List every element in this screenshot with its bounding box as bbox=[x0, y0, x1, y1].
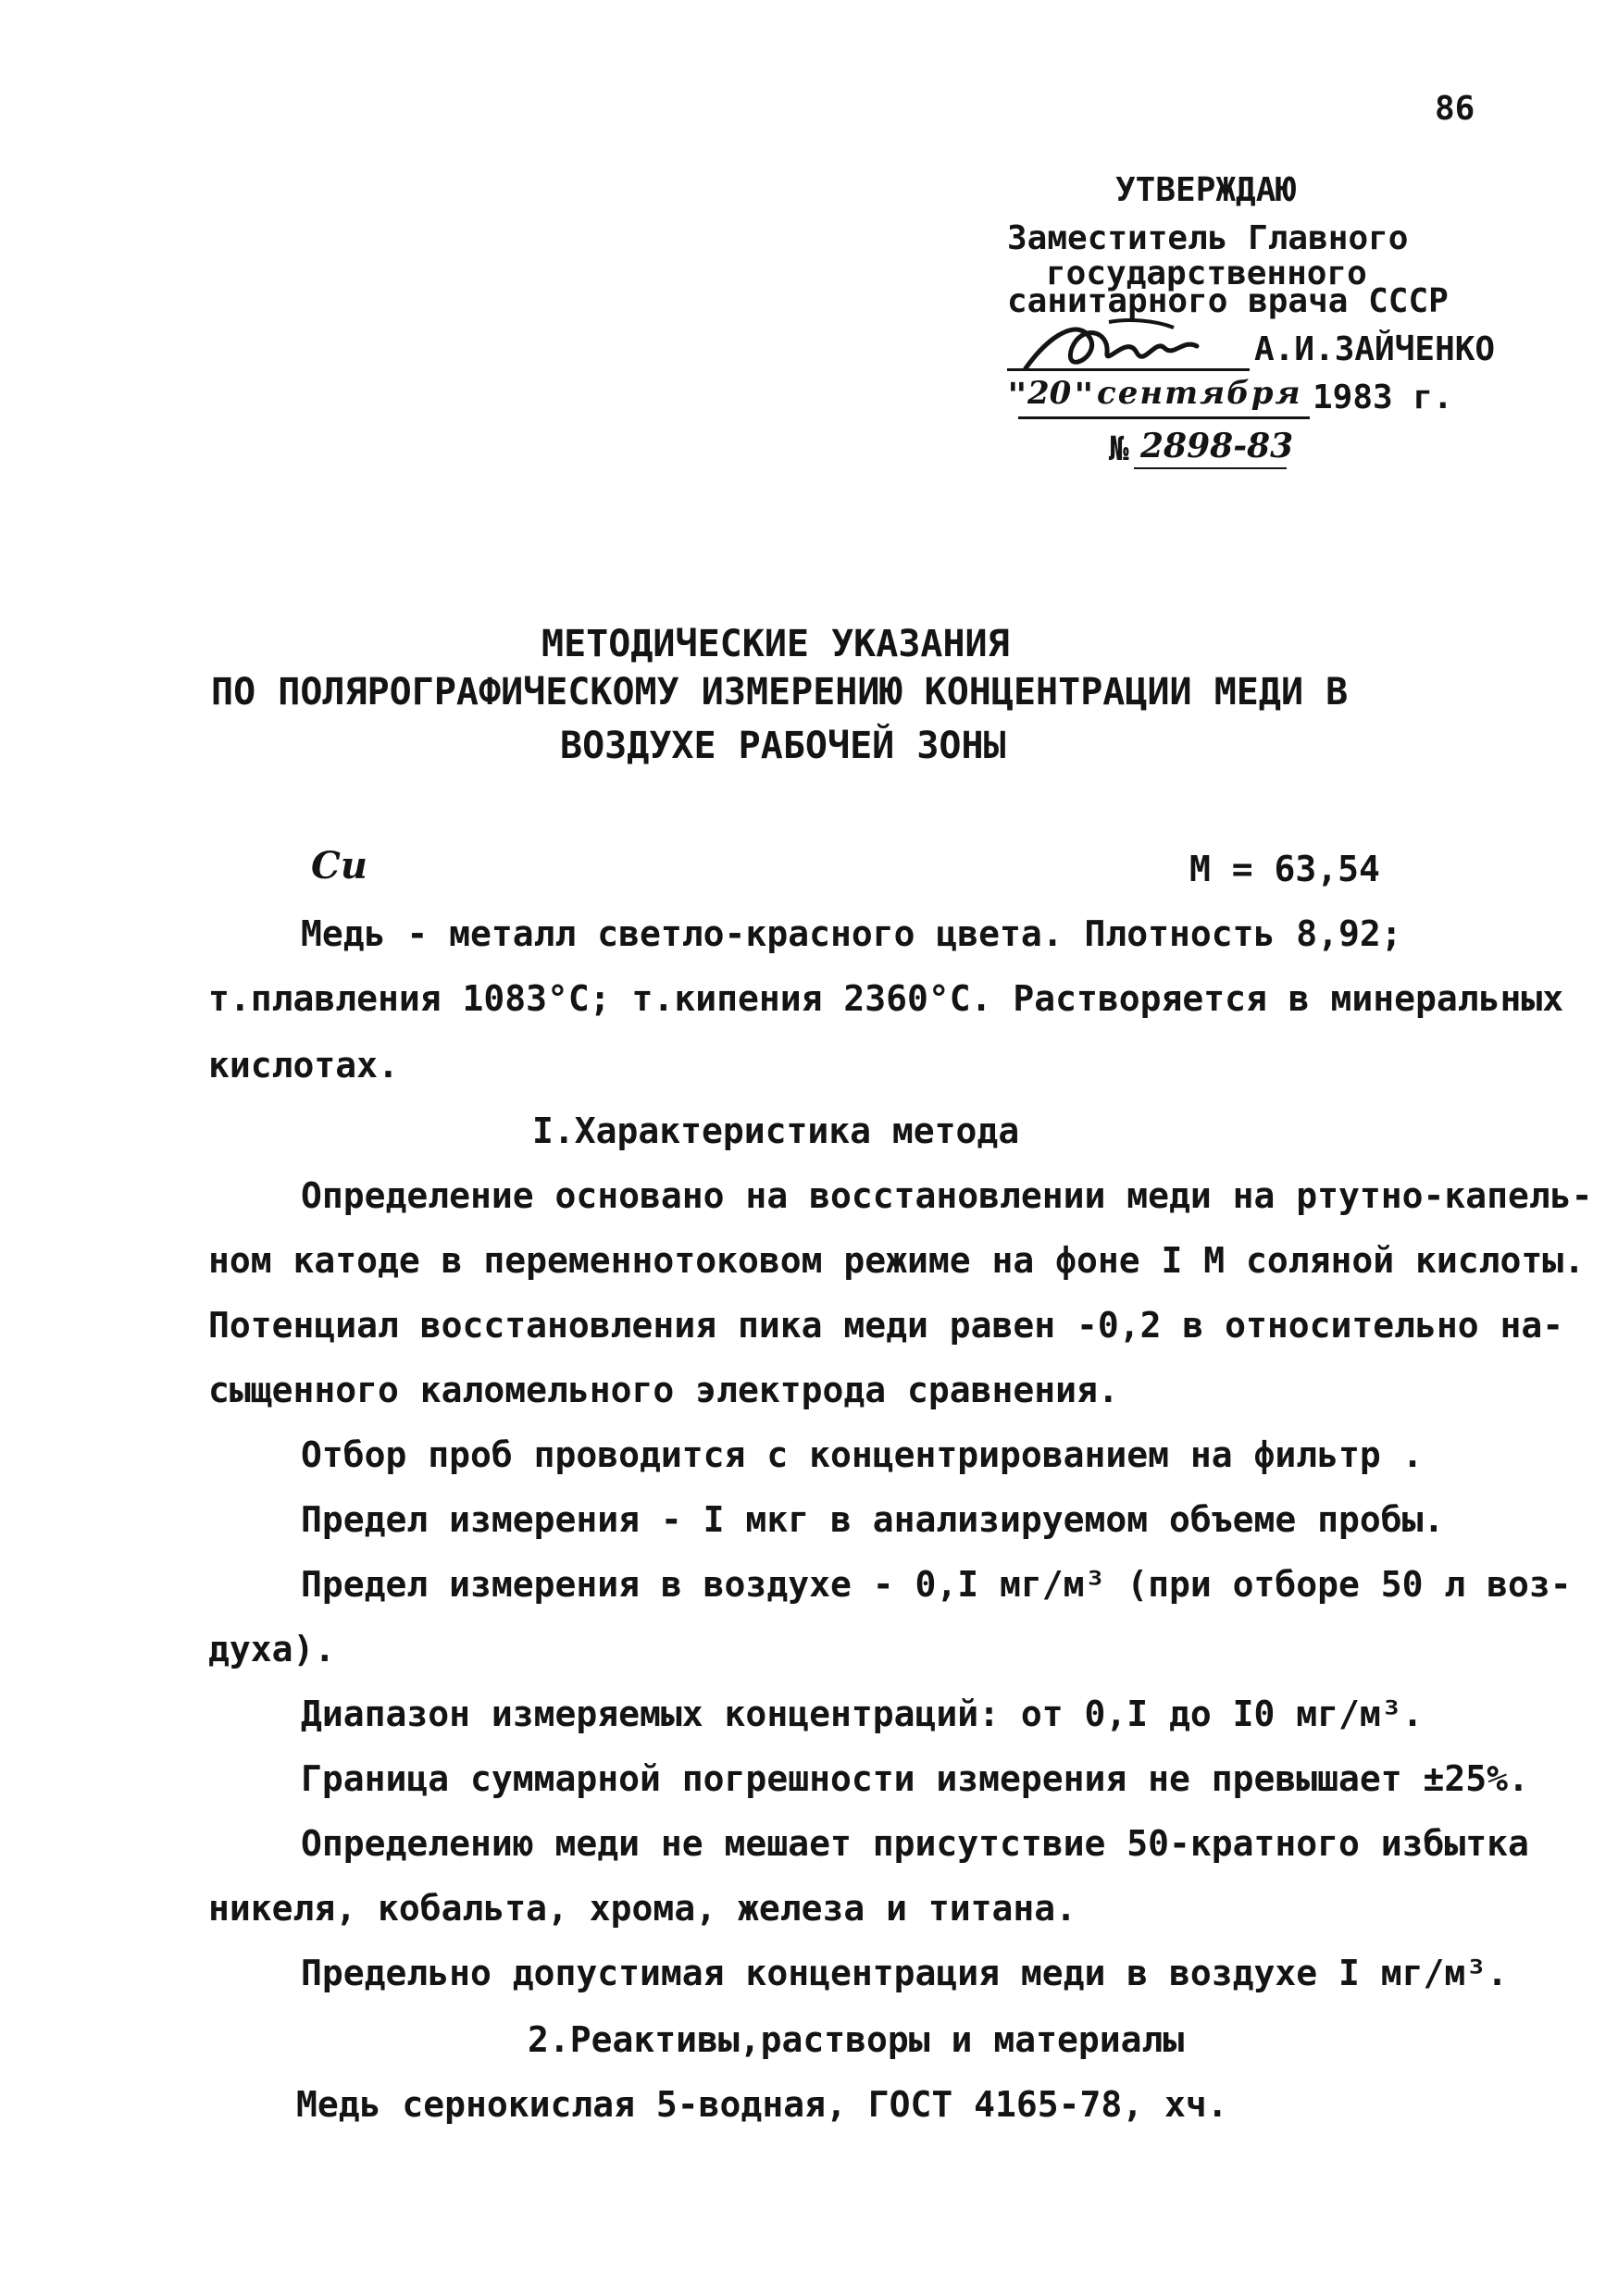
section1-p1-line3: Потенциал восстановления пика меди равен -0,2 в относительно на- bbox=[208, 1305, 1564, 1346]
date-day: 20 bbox=[1027, 375, 1072, 412]
page-number: 86 bbox=[1435, 90, 1475, 128]
number-value: 2898-83 bbox=[1140, 427, 1294, 465]
date-quote-close: " bbox=[1074, 377, 1094, 415]
date-month: сентября bbox=[1097, 375, 1302, 412]
section1-p1-line4: сыщенного каломельного электрода сравнения. bbox=[208, 1370, 1119, 1410]
date-line bbox=[1018, 416, 1310, 419]
section1-p3: Предел измерения - I мкг в анализируемом объеме пробы. bbox=[301, 1499, 1445, 1540]
signature-image bbox=[998, 311, 1276, 385]
section1-p4-line1: Предел измерения в воздухе - 0,I мг/м³ (при отборе 50 л воз- bbox=[301, 1564, 1572, 1605]
section1-p4-line2: духа). bbox=[208, 1629, 336, 1669]
description-line2: т.плавления 1083°С; т.кипения 2360°С. Растворяется в минеральных bbox=[208, 978, 1564, 1019]
section1-p1-line2: ном катоде в переменнотоковом режиме на фоне I М соляной кислоты. bbox=[208, 1240, 1586, 1281]
approver-name: А.И.ЗАЙЧЕНКО bbox=[1254, 330, 1496, 368]
section2-p1: Медь сернокислая 5-водная, ГОСТ 4165-78, хч. bbox=[296, 2084, 1228, 2125]
section1-heading: I.Характеристика метода bbox=[532, 1111, 1020, 1151]
title-line3: ВОЗДУХЕ РАБОЧЕЙ ЗОНЫ bbox=[560, 725, 1006, 767]
section1-p7-line1: Определению меди не мешает присутствие 50-кратного избытка bbox=[301, 1823, 1529, 1864]
section1-p2: Отбор проб проводится с концентрированием на фильтр . bbox=[301, 1434, 1424, 1475]
section1-p7-line2: никеля, кобальта, хрома, железа и титана. bbox=[208, 1888, 1077, 1929]
signature-line bbox=[1007, 368, 1250, 371]
date-year: 1983 г. bbox=[1313, 379, 1453, 416]
section1-p6: Граница суммарной погрешности измерения не превышает ±25%. bbox=[301, 1758, 1529, 1799]
number-line bbox=[1134, 467, 1287, 469]
description-line3: кислотах. bbox=[208, 1045, 399, 1086]
number-prefix: № bbox=[1109, 430, 1129, 468]
section1-p1-line1: Определение основано на восстановлении меди на ртутно-капель- bbox=[301, 1175, 1593, 1216]
section1-p8: Предельно допустимая концентрация меди в воздухе I мг/м³. bbox=[301, 1953, 1509, 1993]
approval-position-line1: Заместитель Главного bbox=[1007, 219, 1409, 257]
title-line2: ПО ПОЛЯРОГРАФИЧЕСКОМУ ИЗМЕРЕНИЮ КОНЦЕНТРАЦИИ МЕДИ В bbox=[211, 671, 1349, 714]
section2-heading: 2.Реактивы,растворы и материалы bbox=[528, 2019, 1185, 2060]
chemical-symbol: Cu bbox=[311, 844, 367, 887]
approval-position-line2: государственного bbox=[1046, 254, 1367, 292]
molar-mass: М = 63,54 bbox=[1189, 849, 1380, 889]
title-line1: МЕТОДИЧЕСКИЕ УКАЗАНИЯ bbox=[541, 623, 1010, 665]
section1-p5: Диапазон измеряемых концентраций: от 0,I до I0 мг/м³. bbox=[301, 1694, 1424, 1734]
description-line1: Медь - металл светло-красного цвета. Плотность 8,92; bbox=[301, 913, 1402, 954]
approval-position-line3: санитарного врача СССР bbox=[1007, 282, 1449, 320]
approval-heading: УТВЕРЖДАЮ bbox=[1115, 171, 1297, 209]
date-quote-open: " bbox=[1007, 377, 1027, 415]
